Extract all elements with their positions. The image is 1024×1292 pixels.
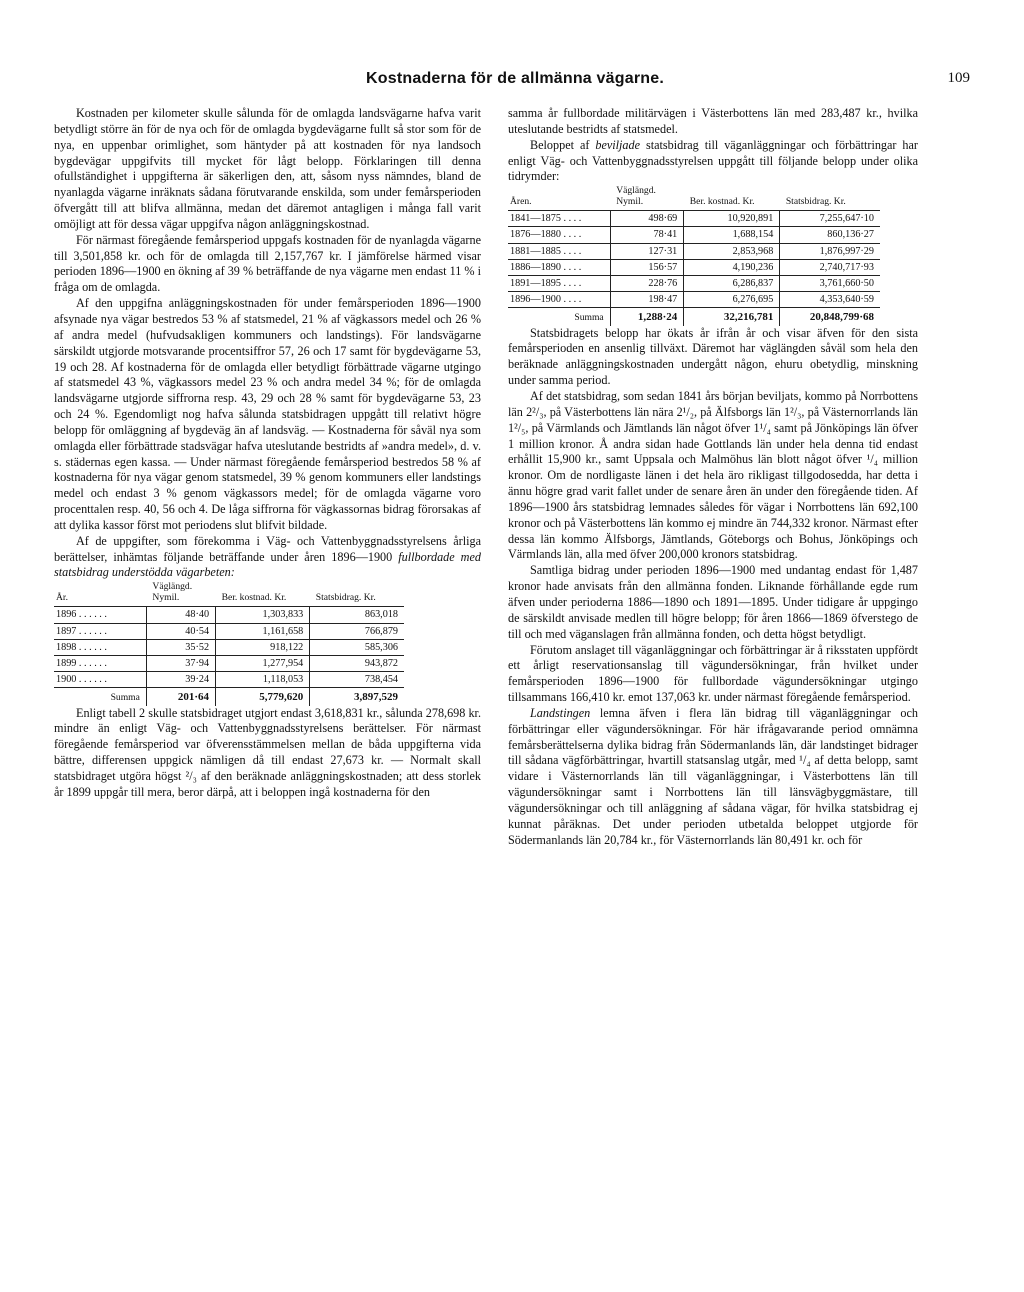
- cell-grant: 863,018: [310, 607, 404, 623]
- cell-year: 1900 . . . . . .: [54, 672, 146, 688]
- col-header-cost: Ber. kostnad. Kr.: [684, 185, 780, 211]
- cell-cost: 2,853,968: [684, 243, 780, 259]
- annual-grants-table: [54, 581, 404, 705]
- page-header: [60, 70, 970, 94]
- table-row: [54, 672, 404, 688]
- cell-cost: 1,688,154: [684, 227, 780, 243]
- col-header-cost: Ber. kostnad. Kr.: [216, 581, 310, 607]
- table-intro-text: Af de uppgifter, som förekomma i Väg- och Vattenbyggnadsstyrelsens årliga berättelser, inhämtas följande beträffande under åren 1896—1900: [54, 533, 481, 564]
- table-intro-italic: fullbordade med statsbidrag understödda vägarbeten:: [54, 549, 481, 580]
- cell-length: 498·69: [610, 211, 684, 227]
- page-number: 109: [947, 70, 970, 86]
- cell-grant: 7,255,647·10: [780, 211, 880, 227]
- sum-cost: 5,779,620: [216, 688, 310, 706]
- table-header-row: [508, 185, 880, 211]
- cell-length: 127·31: [610, 243, 684, 259]
- table-row: [508, 292, 880, 308]
- cell-cost: 1,118,053: [216, 672, 310, 688]
- paragraph-table-intro: [54, 534, 481, 582]
- cell-cost: 4,190,236: [684, 259, 780, 275]
- cell-length: 37·94: [146, 655, 215, 671]
- cell-period: 1881—1885 . . . .: [508, 243, 610, 259]
- cell-grant: 4,353,640·59: [780, 292, 880, 308]
- running-title: Kostnaderna för de allmänna vägarne.: [366, 70, 664, 87]
- paragraph-table-comparison: Enligt tabell 2 skulle statsbidraget utgjort endast 3,618,831 kr., sålunda 278,698 kr. mindre än enligt Väg- och Vattenbyggnadsstyrelsens berättelser. För närmast föregående femårsperiod var öfverensstämmelsen mellan de båda uppgifterna vida bättre, differensen uppgick nämligen då till endast 27,673 kr. — Normalt skall statsbidraget utgöra högst ²/₃ af den beräknade anläggningskostnaden; att dess storlek år 1899 uppgår till mera, beror därpå, att i beloppen ingå kostnaderna för den: [54, 705, 481, 799]
- sum-length: 1,288·24: [610, 308, 684, 326]
- table-row: [508, 259, 880, 275]
- cell-year: 1898 . . . . . .: [54, 639, 146, 655]
- table-row: [54, 655, 404, 671]
- cell-length: 228·76: [610, 276, 684, 292]
- cell-cost: 1,303,833: [216, 607, 310, 623]
- cell-grant: 3,761,660·50: [780, 276, 880, 292]
- cell-grant: 943,872: [310, 655, 404, 671]
- paragraph-county-distribution: Af det statsbidrag, som sedan 1841 års början beviljats, kommo på Norrbottens län 2²/₃, på Västerbottens län nära 2¹/₂, på Älfsborgs län 1²/₃, på Västernorrlands län 1²/₅, på Värmlands och Jämtlands län något öfver 1¹/₄ samt på Jönköpings län öfver 1 million kronor. Å andra sidan hade Gottlands län under hela denna tid endast erhållit 15,900 kr., samt Uppsala och Malmöhus län blott något öfver ¹/₄ million kronor. Om de nordligaste länen i det hela äro rikligast tillgodosedda, har detta i ännu högre grad varit fallet under de senare åren än under den föregående tiden. Af 1896—1900 års statsbidrag lemnades således för vägar i Norrbottens län 692,100 kronor och på Västerbottens län kommo ej mindre än 744,332 kronor. Närmast efter dessa län kommo Älfsborgs, Jämtlands, Göteborgs och Bohus, Jönköpings och Värmlands län, alla med öfver 200,000 kronors statsbidrag.: [508, 389, 918, 562]
- paragraph-previous-period: För närmast föregående femårsperiod uppgafs kostnaden för de nyanlagda vägarne till 3,501,858 kr. och för de omlagda till 2,157,767 kr. I jämförelse härmed visar perioden 1896—1900 en ökning af 39 % beträffande de nya vägarne men endast 11 % i fråga om de omlagda.: [54, 232, 481, 295]
- col-header-grant: Statsbidrag. Kr.: [780, 185, 880, 211]
- col-header-length: Väglängd. Nymil.: [610, 185, 684, 211]
- paragraph-cost-per-km: Kostnaden per kilometer skulle sålunda för de omlagda landsvägarne hafva varit betydligt större än för de nya och för de omlagda bygdevägarne fullt så stor som för de nya, en uppenbar orimlighet, som häntyder på att kostnaden för nya landsoch bygdevägar uppgifvits till mycket för lågt belopp. Förklaringen till denna ofullständighet i uppgifterna är säkerligen den, att, såsom nyss nämndes, bland de nyanlagda vägarne inräknats sådana förutvarande enskilda, som under femårsperioden öfvergått till att blifva allmänna, medan det däremot antagligen i många fall varit omöjligt att för dessa vägar uppgifva någon anläggningskostnad.: [54, 106, 481, 231]
- cell-cost: 918,122: [216, 639, 310, 655]
- cell-period: 1891—1895 . . . .: [508, 276, 610, 292]
- table-row: [508, 227, 880, 243]
- sum-row: [508, 308, 880, 326]
- cell-period: 1896—1900 . . . .: [508, 292, 610, 308]
- table-row: [508, 243, 880, 259]
- sum-cost: 32,216,781: [684, 308, 780, 326]
- paragraph-general-fund: Samtliga bidrag under perioden 1896—1900 med undantag endast för 1,487 kronor hade anvisats från den allmänna fonden. Liknande förhållande egde rum äfven under perioderna 1886—1890 och 1891—1895. Under tidigare år uppgingo de särskildt anvisade medlen till högre belopp; för åren 1866—1869 öfverstego de till och med väganslagen från allmänna fonden, och detta högst betydligt.: [508, 563, 918, 641]
- landstingen-rest: lemna äfven i flera län bidrag till väganläggningar och förbättringar eller vägundersökningar. För här ifrågavarande period omnämna femårsberättelserna dylika bidrag från Södermanlands län, där landstinget bidrager till sådana vägförbättringar, hvartill statsanslag utgår, med ¹/₄ af detta belopp, samt vidare i Västernorrlands län till väganläggningar, i Västerbottens län till vägundersökningar samt i Norrbottens län till länsvägbyggmästare, till vägundersökningar och till anläggning af sådana vägar, för hvilka statsbidrag ej kunnat påräknas. Det under perioden utbetalda beloppet utgjorde för Södermanlands län 20,784 kr., för Västernorrlands län 80,491 kr. och för: [508, 705, 918, 847]
- cell-year: 1899 . . . . . .: [54, 655, 146, 671]
- paragraph-granted-intro: [508, 138, 918, 186]
- cell-length: 48·40: [146, 607, 215, 623]
- table-row: [54, 639, 404, 655]
- cell-cost: 1,277,954: [216, 655, 310, 671]
- table-row: [54, 607, 404, 623]
- cell-length: 156·57: [610, 259, 684, 275]
- cell-length: 198·47: [610, 292, 684, 308]
- cell-length: 40·54: [146, 623, 215, 639]
- cell-cost: 6,276,695: [684, 292, 780, 308]
- cell-year: 1896 . . . . . .: [54, 607, 146, 623]
- landstingen-italic: Landstingen: [530, 705, 591, 720]
- sum-length: 201·64: [146, 688, 215, 706]
- cell-length: 39·24: [146, 672, 215, 688]
- sum-label: Summa: [574, 312, 604, 324]
- cell-grant: 1,876,997·29: [780, 243, 880, 259]
- col-header-year: År.: [54, 581, 146, 607]
- col-header-length: Väglängd. Nymil.: [146, 581, 215, 607]
- col-header-grant: Statsbidrag. Kr.: [310, 581, 404, 607]
- granted-lead: Beloppet af: [530, 137, 596, 152]
- table-row: [508, 276, 880, 292]
- left-column: [54, 106, 481, 801]
- granted-italic: beviljade: [595, 137, 641, 152]
- table-header-row: [54, 581, 404, 607]
- cell-grant: 860,136·27: [780, 227, 880, 243]
- cell-cost: 6,286,837: [684, 276, 780, 292]
- table-row: [54, 623, 404, 639]
- granted-rest: statsbidrag till väganläggningar och förbättringar har enligt Väg- och Vattenbyggnadsstyrelsen uppgått till följande belopp under olika tidrymder:: [508, 137, 918, 184]
- table-row: [508, 211, 880, 227]
- sum-label: Summa: [110, 692, 140, 704]
- paragraph-growth: Statsbidragets belopp har ökats år ifrån år och visar äfven för den sista femårsperioden en ansenlig tillväxt. Däremot har väglängden såväl som hela den beräknade anläggningskostnaden undergått någon, ehuru obetydlig, minskning under samma period.: [508, 325, 918, 388]
- right-column: [508, 106, 918, 848]
- cell-period: 1876—1880 . . . .: [508, 227, 610, 243]
- cell-year: 1897 . . . . . .: [54, 623, 146, 639]
- cell-length: 78·41: [610, 227, 684, 243]
- cell-grant: 766,879: [310, 623, 404, 639]
- cell-cost: 1,161,658: [216, 623, 310, 639]
- cell-grant: 2,740,717·93: [780, 259, 880, 275]
- cell-period: 1886—1890 . . . .: [508, 259, 610, 275]
- sum-grant: 20,848,799·68: [780, 308, 880, 326]
- cell-length: 35·52: [146, 639, 215, 655]
- period-grants-table: [508, 185, 880, 325]
- paragraph-surveys: Förutom anslaget till väganläggningar och förbättringar är å riksstaten uppfördt ett årligt reservationsanslag till vägundersökningar, från hvilket under femårsperioden 1896—1900 för fullbordade vägundersökningar utgingo tillsammans 166,410 kr. emot 137,063 kr. under närmast föregående femårsperiod.: [508, 642, 918, 705]
- sum-grant: 3,897,529: [310, 688, 404, 706]
- paragraph-landstingen: [508, 706, 918, 849]
- col-header-period: Åren.: [508, 185, 610, 211]
- paragraph-funding-shares: Af den uppgifna anläggningskostnaden för under femårsperioden 1896—1900 afsynade nya vägar bestredos 53 % af statsmedel, 21 % af vägkassors medel och 26 % af andra medel (hufvudsakligen kommuners och landstings). För landsvägarne särskildt utgjorde motsvarande procentsiffror 57, 26 och 17 samt för bygdevägarne 53, 19 och 28. Af kostnaderna för de omlagda eller betydligt förbättrade vägarne utgingo af statsmedel 43 %, vägkassors medel 23 % och andra medel 34 %; för de omlagda landsvägarne utgjorde siffrorna resp. 43, 29 och 28 % samt för bygdevägarne 53, 23 och 24 %. Egendomligt nog hafva sålunda statsbidragen uppgått till relativt högre belopp för omläggning af bygdeväg än af landsväg. — Kostnaderna för såväl nya som omlagda eller förbättrade stadsvägar hafva uteslutande bestridts af »andra medel», d. v. s. städernas egen kassa. — Under närmast föregående femårsperiod bestredos 58 % af kostnaderna för nya vägar genom statsmedel, 39 % genom kommuners eller landstings medel och endast 3 % genom vägkassors medel; för de omlagda vägarne voro procenttalen resp. 40, 56 och 4. De låga siffrorna för vägkassornas bidrag förorsakas af att dylika kassor först mot periodens slut blifvit bildade.: [54, 296, 481, 532]
- cell-grant: 738,454: [310, 672, 404, 688]
- paragraph-continuation: samma år fullbordade militärvägen i Västerbottens län med 283,487 kr., hvilka uteslutande bestridts af statsmedel.: [508, 106, 918, 136]
- cell-period: 1841—1875 . . . .: [508, 211, 610, 227]
- sum-row: [54, 688, 404, 706]
- cell-grant: 585,306: [310, 639, 404, 655]
- cell-cost: 10,920,891: [684, 211, 780, 227]
